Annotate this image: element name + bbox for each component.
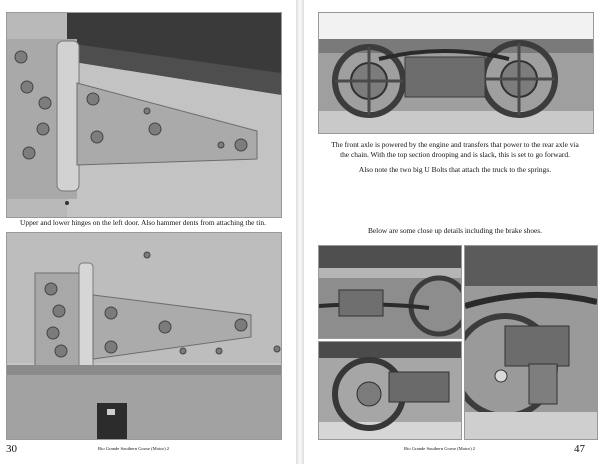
lower-hinge-photo bbox=[6, 232, 282, 440]
left-page-number: 30 bbox=[6, 443, 17, 455]
left-photo-caption: Upper and lower hinges on the left door. Also hammer dents from attaching the tin. bbox=[20, 218, 266, 227]
right-running-footer: Rio Grande Southern Goose (Motor) 2 bbox=[404, 446, 476, 451]
drive-paragraph-1: The front axle is powered by the engine and transfers that power to the rear axle via the chain. With the top section drooping and is slack, this is set to go forward. bbox=[331, 140, 579, 159]
left-page bbox=[0, 0, 296, 464]
wheel-closeup-photo bbox=[318, 341, 462, 440]
drive-wheels-photo bbox=[318, 12, 594, 134]
brake-shoe-closeup-photo bbox=[464, 245, 598, 440]
book-gutter bbox=[296, 0, 304, 464]
left-running-footer: Rio Grande Southern Goose (Motor) 2 bbox=[98, 446, 170, 451]
chain-closeup-photo bbox=[318, 245, 462, 339]
closeup-section-caption: Below are some close up details including the brake shoes. bbox=[367, 226, 543, 235]
drive-paragraph-2: Also note the two big U Bolts that attach the truck to the springs. bbox=[358, 165, 552, 174]
right-page bbox=[304, 0, 600, 464]
right-page-number: 47 bbox=[574, 443, 585, 455]
upper-hinge-photo bbox=[6, 12, 282, 218]
